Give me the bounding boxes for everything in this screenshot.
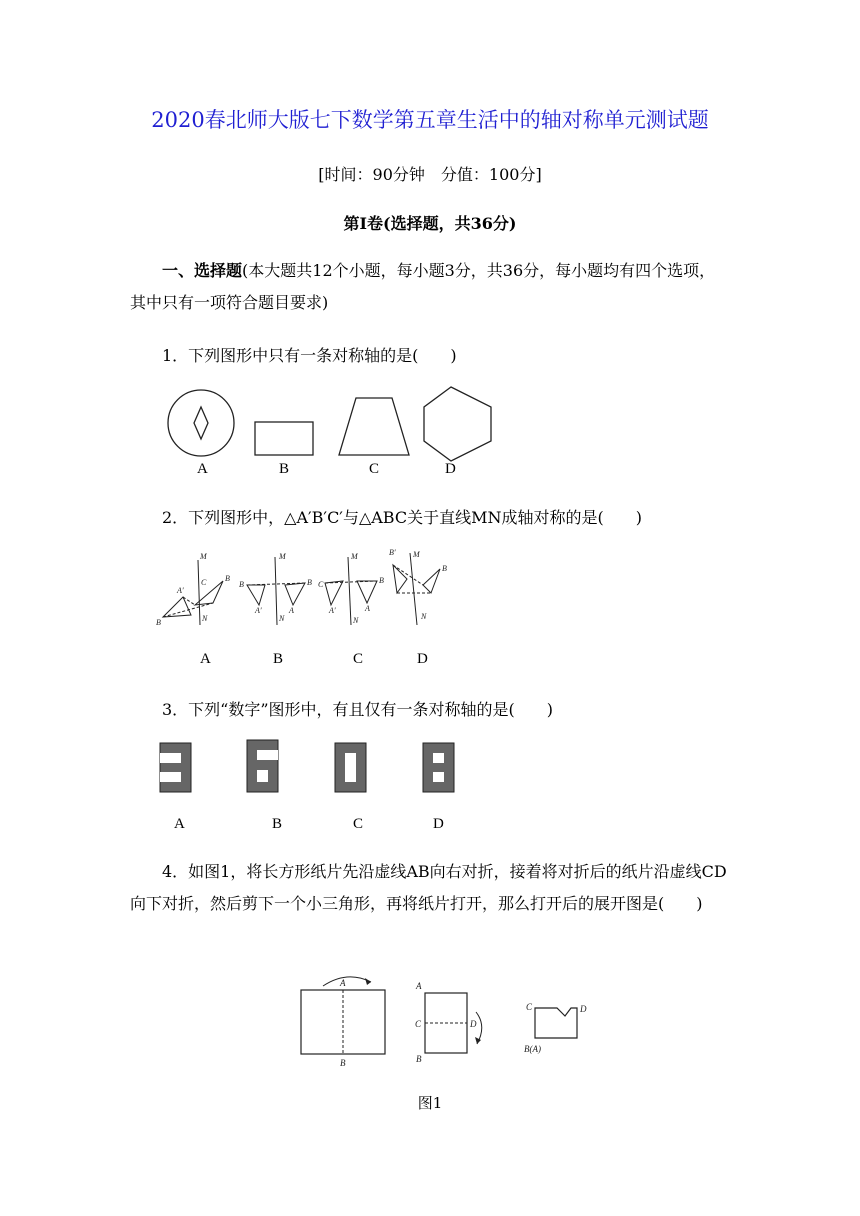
svg-text:N: N: [279, 614, 285, 623]
section-heading: 一、选择题: [162, 261, 243, 280]
q4-label-b1: B: [340, 1058, 346, 1068]
svg-text:A′: A′: [329, 606, 336, 615]
q4-label-c2: C: [415, 1019, 422, 1029]
svg-text:B: B: [239, 580, 244, 589]
question-4: 4．如图1，将长方形纸片先沿虚线AB向右对折，接着将对折后的纸片沿虚线CD向下对折，然后剪下一个小三角形，再将纸片打开，那么打开后的展开图是( ): [130, 862, 727, 913]
q4-label-a1: A: [340, 978, 346, 988]
q4-step3-figure: [524, 1002, 587, 1054]
q2-option-a-figure: [156, 552, 230, 627]
q4-step2-figure: [415, 981, 482, 1064]
q3-option-d-shape: [423, 743, 454, 792]
q1-option-b-shape: [255, 422, 313, 455]
svg-text:C: C: [201, 578, 207, 587]
q3-label-a: A: [174, 816, 185, 832]
svg-text:N: N: [421, 612, 427, 621]
svg-text:A: A: [365, 604, 370, 613]
q4-label-a2: A: [416, 981, 422, 991]
q4-label-ba3: B(A): [524, 1044, 541, 1054]
q3-figure: [155, 738, 465, 798]
q2-label-c: C: [353, 651, 364, 667]
svg-text:B: B: [225, 574, 230, 583]
q1-option-d-shape: [424, 387, 491, 461]
q4-label-d3: D: [580, 1004, 587, 1014]
section-heading-block: [130, 255, 730, 319]
q1-figure: [160, 385, 520, 480]
q3-label-c: C: [353, 816, 364, 832]
svg-text:A: A: [289, 606, 294, 615]
exam-meta: [时间：90分钟 分值：100分]: [318, 165, 542, 184]
q2-option-b-figure: [239, 552, 312, 625]
svg-text:M: M: [413, 550, 420, 559]
q4-figure-caption: 图1: [417, 1094, 443, 1112]
q3-option-c-shape: [335, 743, 366, 792]
q1-label-d: D: [445, 461, 456, 477]
q2-option-d-figure: [389, 548, 447, 625]
svg-text:A′: A′: [255, 606, 262, 615]
section-note: (本大题共12个小题，每小题3分，共36分，每小题均有四个选项，其中只有一项符合题目要求): [130, 261, 716, 312]
q1-option-a-shape: [168, 390, 234, 456]
q3-option-a-shape: [160, 743, 191, 792]
q1-option-c-shape: [339, 398, 409, 455]
svg-text:C: C: [318, 580, 324, 589]
svg-text:B′: B′: [389, 548, 396, 557]
q2-label-d: D: [417, 651, 428, 667]
q4-label-d2: D: [470, 1019, 477, 1029]
svg-text:M: M: [200, 552, 207, 561]
svg-text:M: M: [351, 552, 358, 561]
svg-text:B: B: [307, 578, 312, 587]
q4-label-b2: B: [416, 1054, 422, 1064]
question-1: 1．下列图形中只有一条对称轴的是( ): [162, 346, 457, 365]
svg-text:B: B: [442, 564, 447, 573]
q2-label-b: B: [273, 651, 284, 667]
q3-option-b-shape: [247, 740, 278, 792]
q2-label-a: A: [200, 651, 211, 667]
svg-text:B: B: [379, 576, 384, 585]
q3-label-b: B: [272, 816, 283, 832]
q1-label-c: C: [369, 461, 380, 477]
q1-label-a: A: [197, 461, 208, 477]
q2-figure: [155, 545, 455, 630]
svg-text:M: M: [279, 552, 286, 561]
question-3: 3．下列“数字”图形中，有且仅有一条对称轴的是( ): [162, 700, 554, 719]
question-2: 2．下列图形中，△A′B′C′与△ABC关于直线MN成轴对称的是( ): [162, 508, 642, 527]
q1-label-b: B: [279, 461, 290, 477]
q4-figure: [295, 970, 605, 1070]
part-title: 第Ⅰ卷(选择题，共36分): [343, 214, 517, 233]
svg-text:N: N: [202, 614, 208, 623]
q4-step1-figure: [301, 977, 385, 1068]
svg-text:A′: A′: [177, 586, 184, 595]
svg-text:B: B: [156, 618, 161, 627]
q3-label-d: D: [433, 816, 444, 832]
q2-option-c-figure: [318, 552, 384, 625]
svg-text:N: N: [353, 616, 359, 625]
page-title: 2020春北师大版七下数学第五章生活中的轴对称单元测试题: [151, 108, 709, 132]
q4-label-c3: C: [526, 1002, 533, 1012]
